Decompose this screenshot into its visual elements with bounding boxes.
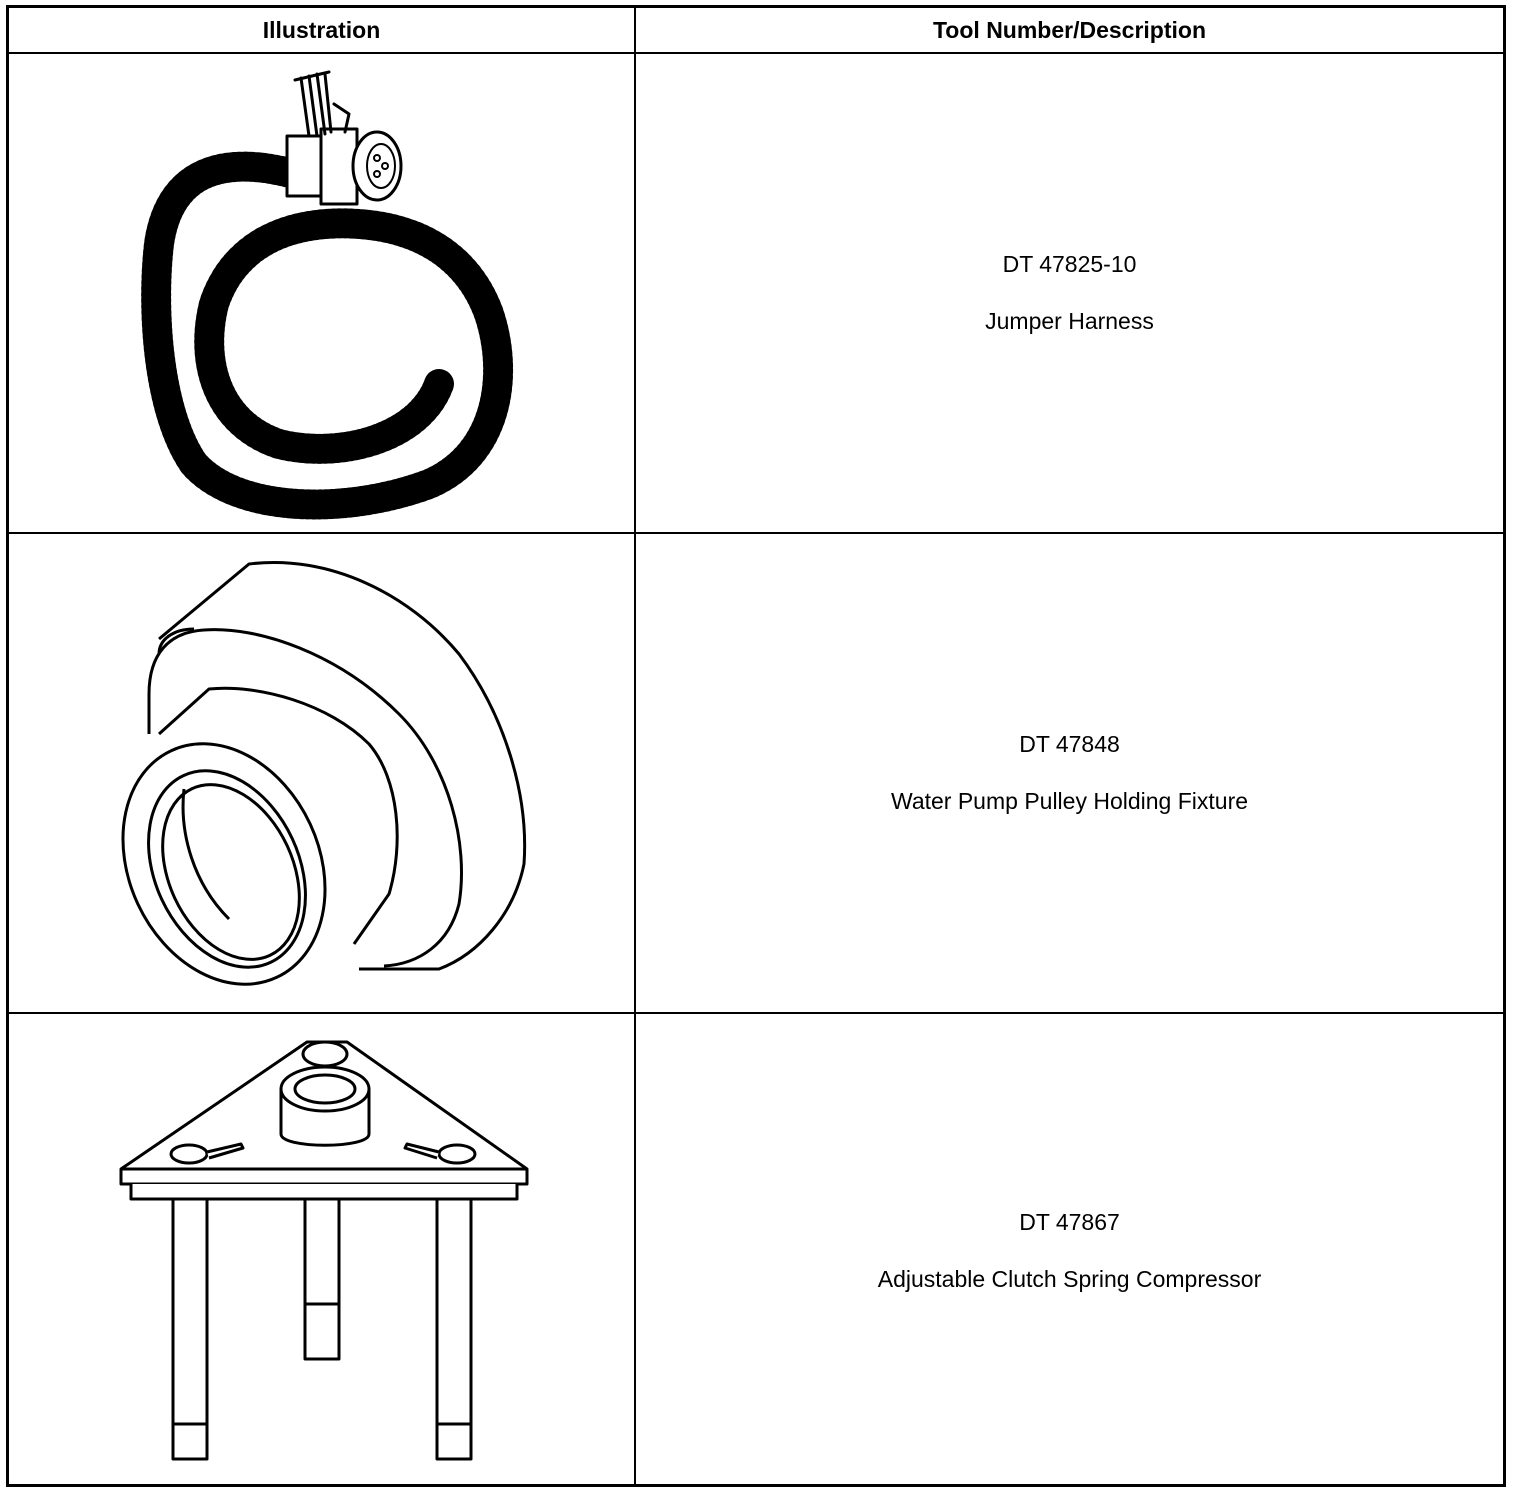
tool-number: DT 47825-10 [1002,251,1137,277]
header-illustration: Illustration [9,8,636,52]
special-tools-table [6,5,1506,1487]
tool-description: Water Pump Pulley Holding Fixture [890,788,1249,814]
table-row [9,1012,1503,1487]
tool-description: Jumper Harness [985,308,1154,334]
table-row [9,532,1503,1012]
header-tool-description: Tool Number/Description [932,16,1207,43]
table-row [9,52,1503,532]
tool-number: DT 47867 [1019,1208,1120,1235]
tool-number: DT 47848 [1019,731,1120,757]
tool-description-cell [636,54,1503,532]
table-header-row [9,8,1503,52]
pulley-holding-fixture-icon [9,534,634,1012]
tool-description-cell [636,534,1503,1012]
clutch-spring-compressor-icon [9,1014,634,1489]
illustration-cell [9,1014,636,1487]
illustration-cell [9,54,636,532]
jumper-harness-icon [9,54,634,532]
tool-description: Adjustable Clutch Spring Compressor [877,1265,1262,1292]
illustration-cell [9,534,636,1012]
tool-description-cell [636,1014,1503,1487]
